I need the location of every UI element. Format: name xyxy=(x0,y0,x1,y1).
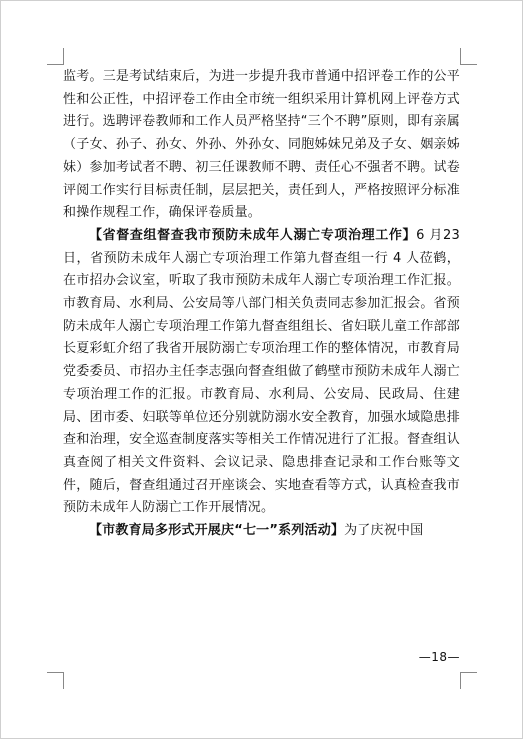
crop-mark-bottom-left xyxy=(47,672,64,689)
paragraph-text: 监考。三是考试结束后，为进一步提升我市普通中招评卷工作的公平性和公正性，中招评卷工作由全市统一组织采用计算机网上评卷方式进行。选聘评卷教师和工作人员严格坚持“三个不聘”原则，即有亲属（子女、孙子、孙女、外孙、外孙女、同胞姊妹兄弟及子女、姻亲姊妹）参加考试者不聘、初三任课教师不聘、责任心不强者不聘。试卷评阅工作实行目标责任制，层层把关，责任到人，严格按照评分标准和操作规程工作，确保评卷质量。 xyxy=(63,69,460,221)
paragraph-drowning-inspection xyxy=(63,225,460,520)
paragraph-text: 6 月23 日，省预防未成年人溺亡专项治理工作第九督查组一行 4 人莅鹤，在市招办会议室，听取了我市预防未成年人溺亡专项治理工作汇报。市教育局、水利局、公安局等八部门相关负责同志参加汇报会。省预防未成年人溺亡专项治理工作第九督查组组长、省妇联儿童工作部部长夏彩虹介绍了我省开展防溺亡专项治理工作的整体情况，市教育局党委委员、市招办主任李志强向督查组做了鹤壁市预防未成年人溺亡专项治理工作的汇报。市教育局、水利局、公安局、民政局、住建局、团市委、妇联等单位还分别就防溺水安全教育，加强水域隐患排查和治理，安全巡查制度落实等相关工作情况进行了汇报。督查组认真查阅了相关文件资料、会议记录、隐患排查记录和工作台账等文件，随后，督查组通过召开座谈会、实地查看等方式，认真检查我市预防未成年人防溺亡工作开展情况。 xyxy=(63,227,460,516)
section-heading: 【市教育局多形式开展庆“七一”系列活动】 xyxy=(89,523,345,539)
paragraph-text: 为了庆祝中国 xyxy=(344,523,424,539)
crop-mark-top-right xyxy=(460,48,477,65)
page-number: —18— xyxy=(418,650,460,664)
crop-mark-bottom-right xyxy=(460,672,477,689)
crop-mark-top-left xyxy=(47,48,64,65)
document-body xyxy=(63,66,460,543)
paragraph-exam-grading xyxy=(63,66,460,225)
paragraph-july-first-activities xyxy=(63,520,460,543)
section-heading: 【省督查组督查我市预防未成年人溺亡专项治理工作】 xyxy=(89,227,417,243)
